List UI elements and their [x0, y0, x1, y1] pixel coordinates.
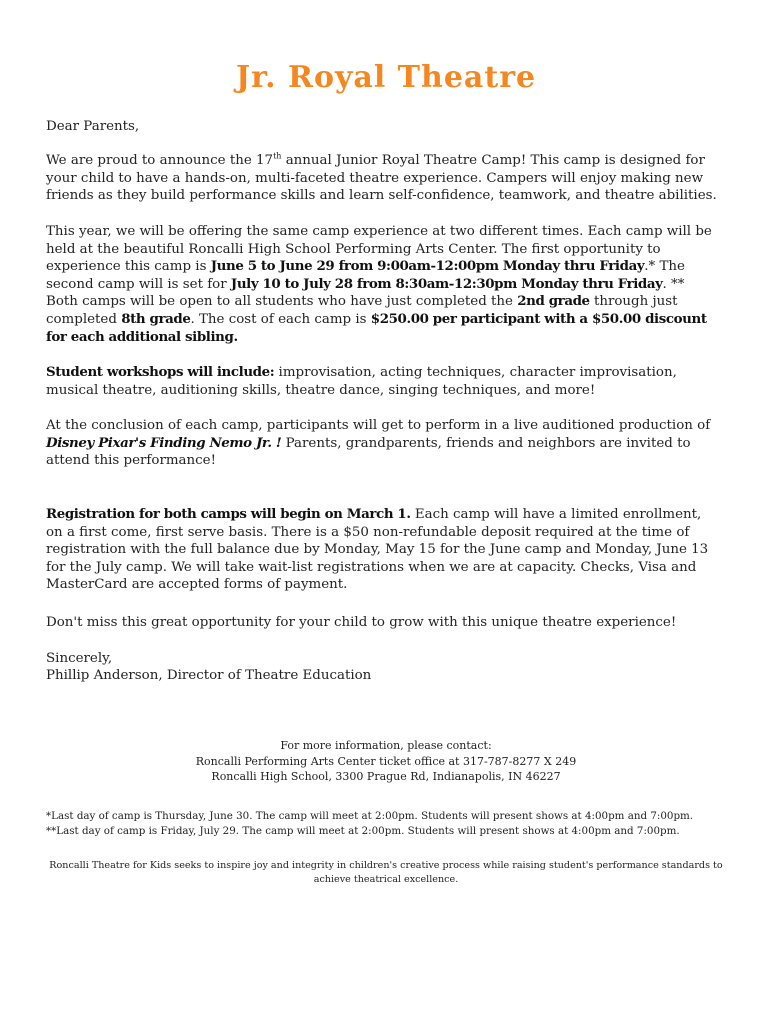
- contact-line-2: Roncalli Performing Arts Center ticket office at 317-787-8277 X 249: [195, 754, 577, 768]
- workshops-heading: Student workshops will include:: [46, 364, 275, 380]
- footnote-2: **Last day of camp is Friday, July 29. The camp will meet at 2:00pm. Students will present shows at 4:00pm and 7:00pm.: [46, 825, 680, 837]
- footnote-1: *Last day of camp is Thursday, June 30. The camp will meet at 2:00pm. Students will present shows at 4:00pm and 7:00pm.: [46, 810, 694, 822]
- show-title: Disney Pixar's Finding Nemo Jr. !: [46, 434, 282, 451]
- performance-paragraph: [46, 417, 718, 470]
- intro-text-b: annual Junior Royal Theatre Camp! This camp is designed for your child to have a hands-on, multi-faceted theatre experience. Campers will enjoy making new friends as they build performance skills and learn self-confidence, teamwork, and theatre abilities.: [46, 153, 717, 204]
- mission-statement: Roncalli Theatre for Kids seeks to inspire joy and integrity in children's creative process while raising student's performance standards to achieve theatrical excellence.: [49, 860, 723, 885]
- grade-end: 8th grade: [121, 310, 191, 327]
- contact-line-3: Roncalli High School, 3300 Prague Rd, Indianapolis, IN 46227: [211, 770, 561, 783]
- cost-statement: $250.00 per participant with a $50.00 discount for each additional sibling.: [46, 310, 707, 345]
- registration-details: Each camp will have a limited enrollment, on a first come, first serve basis. There is a $50 non-refundable deposit required at the time of registration with the full balance due by Monday, May 15 for the June camp and Monday, June 13 for the July camp. We will take wait-list registrations when we are at capacity. Checks, Visa and MasterCard are accepted forms of payment.: [46, 507, 709, 593]
- schedule-text-4: through just completed: [46, 294, 678, 327]
- schedule-text-3: . ** Both camps will be open to all students who have just completed the: [46, 276, 685, 310]
- contact-line-1: For more information, please contact:: [280, 739, 492, 752]
- signature: Phillip Anderson, Director of Theatre Education: [46, 668, 372, 683]
- closing-paragraph: Don't miss this great opportunity for your child to grow with this unique theatre experience!: [46, 615, 677, 630]
- greeting: Dear Parents,: [46, 119, 140, 134]
- grade-start: 2nd grade: [517, 293, 590, 310]
- schedule-text-1: This year, we will be offering the same camp experience at two different times. Each camp will be held at the beautiful Roncalli High School Performing Arts Center. The first opportunity to experience this camp is: [46, 224, 712, 275]
- registration-heading: Registration for both camps will begin on March 1.: [46, 506, 411, 522]
- schedule-paragraph: [46, 223, 718, 346]
- registration-paragraph: [46, 506, 718, 594]
- workshops-paragraph: [46, 364, 718, 399]
- performance-text-2: Parents, grandparents, friends and neighbors are invited to attend this performance!: [46, 435, 691, 469]
- camp1-dates: June 5 to June 29 from 9:00am-12:00pm Monday thru Friday: [210, 258, 645, 275]
- schedule-text-5: . The cost of each camp is: [190, 311, 371, 327]
- intro-ordinal: th: [273, 151, 282, 161]
- intro-text-a: We are proud to announce the 17: [46, 153, 274, 168]
- letter-title: Jr. Royal Theatre: [235, 60, 537, 95]
- schedule-text-2: .* The second camp will is set for: [46, 259, 685, 292]
- camp2-dates: July 10 to July 28 from 8:30am-12:30pm Monday thru Friday: [230, 275, 663, 292]
- footnotes: [46, 809, 736, 839]
- performance-text-1: At the conclusion of each camp, participants will get to perform in a live auditioned production of: [46, 418, 711, 433]
- sign-off: Sincerely,: [46, 651, 113, 666]
- intro-paragraph: [46, 152, 718, 205]
- workshops-list: improvisation, acting techniques, character improvisation, musical theatre, auditioning skills, theatre dance, singing techniques, and more!: [46, 365, 677, 398]
- contact-block: [46, 738, 726, 785]
